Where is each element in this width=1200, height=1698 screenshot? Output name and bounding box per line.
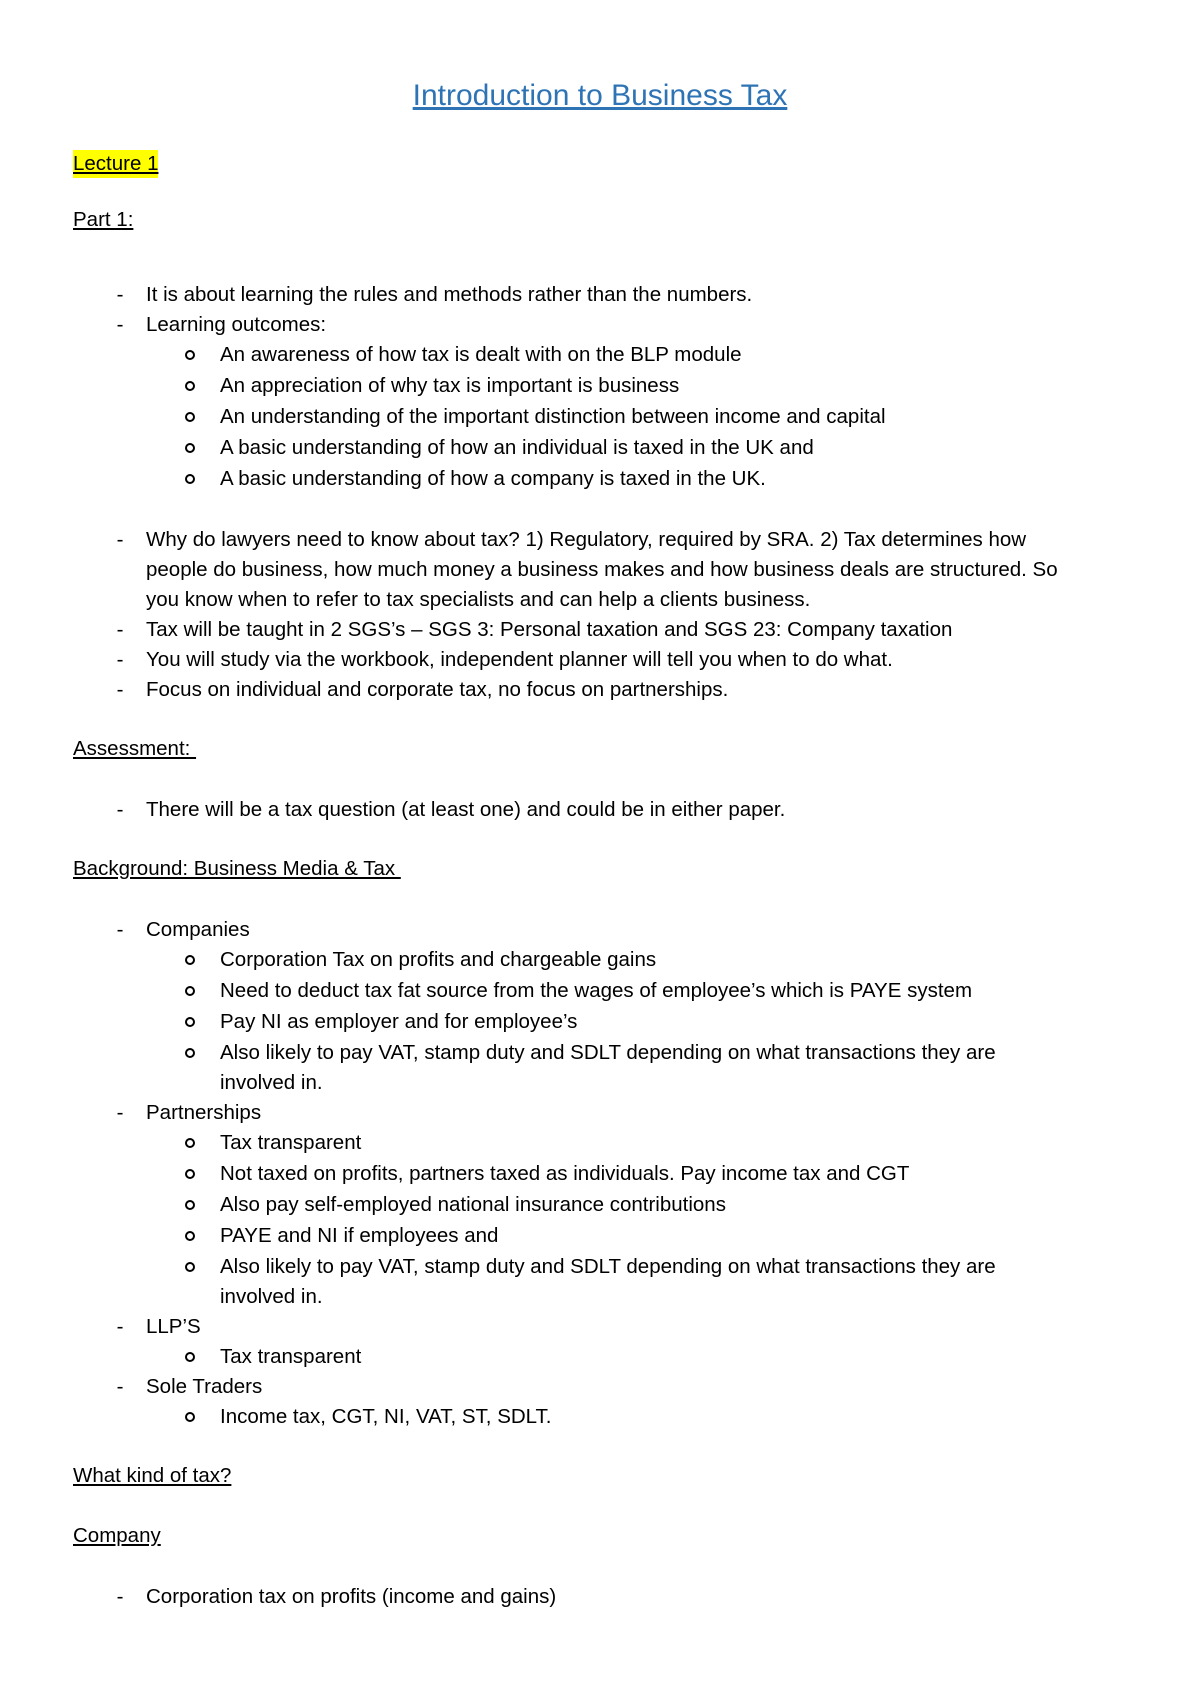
list-item: Pay NI as employer and for employee’s <box>220 1007 577 1037</box>
list-item: An appreciation of why tax is important is business <box>220 371 679 401</box>
list-item: - You will study via the workbook, independent planner will tell you when to do what. <box>146 645 893 675</box>
circle-bullet-icon <box>185 1017 195 1027</box>
list-item: A basic understanding of how an individual is taxed in the UK and <box>220 433 814 463</box>
list-item: - Corporation tax on profits (income and gains) <box>146 1582 556 1612</box>
dash-marker: - <box>116 1101 124 1124</box>
dash-marker: - <box>116 918 124 941</box>
dash-marker: - <box>116 313 124 336</box>
circle-bullet-icon <box>185 412 195 422</box>
list-item: - LLP’S <box>146 1312 201 1342</box>
list-item: A basic understanding of how a company is taxed in the UK. <box>220 464 766 494</box>
circle-bullet-icon <box>185 1412 195 1422</box>
circle-bullet-icon <box>185 1262 195 1272</box>
list-item: Also likely to pay VAT, stamp duty and SDLT depending on what transactions they are <box>220 1252 996 1282</box>
background-heading: Background: Business Media & Tax <box>73 857 401 880</box>
list-item: PAYE and NI if employees and <box>220 1221 498 1251</box>
company-heading: Company <box>73 1524 161 1547</box>
dash-marker: - <box>116 648 124 671</box>
list-item: An understanding of the important distinction between income and capital <box>220 402 886 432</box>
circle-bullet-icon <box>185 1048 195 1058</box>
list-item: Also likely to pay VAT, stamp duty and SDLT depending on what transactions they are <box>220 1038 996 1068</box>
list-item: Also pay self-employed national insurance contributions <box>220 1190 726 1220</box>
list-item: Corporation Tax on profits and chargeable gains <box>220 945 656 975</box>
circle-bullet-icon <box>185 381 195 391</box>
list-item: - Focus on individual and corporate tax, no focus on partnerships. <box>146 675 728 705</box>
lecture-heading: Lecture 1 <box>73 150 158 178</box>
list-item: - It is about learning the rules and methods rather than the numbers. <box>146 280 752 310</box>
list-item-continuation: you know when to refer to tax specialists and can help a clients business. <box>146 588 811 611</box>
circle-bullet-icon <box>185 1169 195 1179</box>
list-item-continuation: involved in. <box>220 1285 323 1308</box>
list-item: Income tax, CGT, NI, VAT, ST, SDLT. <box>220 1402 552 1432</box>
circle-bullet-icon <box>185 1352 195 1362</box>
document-title: Introduction to Business Tax <box>412 79 788 112</box>
list-item: Not taxed on profits, partners taxed as individuals. Pay income tax and CGT <box>220 1159 909 1189</box>
dash-marker: - <box>116 528 124 551</box>
list-item: - There will be a tax question (at least one) and could be in either paper. <box>146 795 785 825</box>
list-item: An awareness of how tax is dealt with on the BLP module <box>220 340 742 370</box>
list-item: - Why do lawyers need to know about tax? 1) Regulatory, required by SRA. 2) Tax determines how <box>146 525 1026 555</box>
circle-bullet-icon <box>185 986 195 996</box>
circle-bullet-icon <box>185 1231 195 1241</box>
dash-marker: - <box>116 1375 124 1398</box>
circle-bullet-icon <box>185 955 195 965</box>
what-kind-heading: What kind of tax? <box>73 1464 232 1487</box>
list-item: - Companies <box>146 915 250 945</box>
circle-bullet-icon <box>185 1138 195 1148</box>
list-item: - Learning outcomes: <box>146 310 326 340</box>
list-item-continuation: involved in. <box>220 1071 323 1094</box>
assessment-heading: Assessment: <box>73 737 197 760</box>
circle-bullet-icon <box>185 1200 195 1210</box>
dash-marker: - <box>116 283 124 306</box>
dash-marker: - <box>116 1315 124 1338</box>
dash-marker: - <box>116 678 124 701</box>
part1-heading: Part 1: <box>73 208 134 231</box>
dash-marker: - <box>116 1585 124 1608</box>
list-item: Tax transparent <box>220 1128 361 1158</box>
dash-marker: - <box>116 618 124 641</box>
list-item: - Sole Traders <box>146 1372 262 1402</box>
list-item: - Tax will be taught in 2 SGS’s – SGS 3: Personal taxation and SGS 23: Company taxation <box>146 615 952 645</box>
dash-marker: - <box>116 798 124 821</box>
list-item: Need to deduct tax fat source from the wages of employee’s which is PAYE system <box>220 976 972 1006</box>
list-item-continuation: people do business, how much money a business makes and how business deals are structured. So <box>146 558 1058 581</box>
circle-bullet-icon <box>185 474 195 484</box>
list-item: Tax transparent <box>220 1342 361 1372</box>
circle-bullet-icon <box>185 443 195 453</box>
list-item: - Partnerships <box>146 1098 261 1128</box>
circle-bullet-icon <box>185 350 195 360</box>
